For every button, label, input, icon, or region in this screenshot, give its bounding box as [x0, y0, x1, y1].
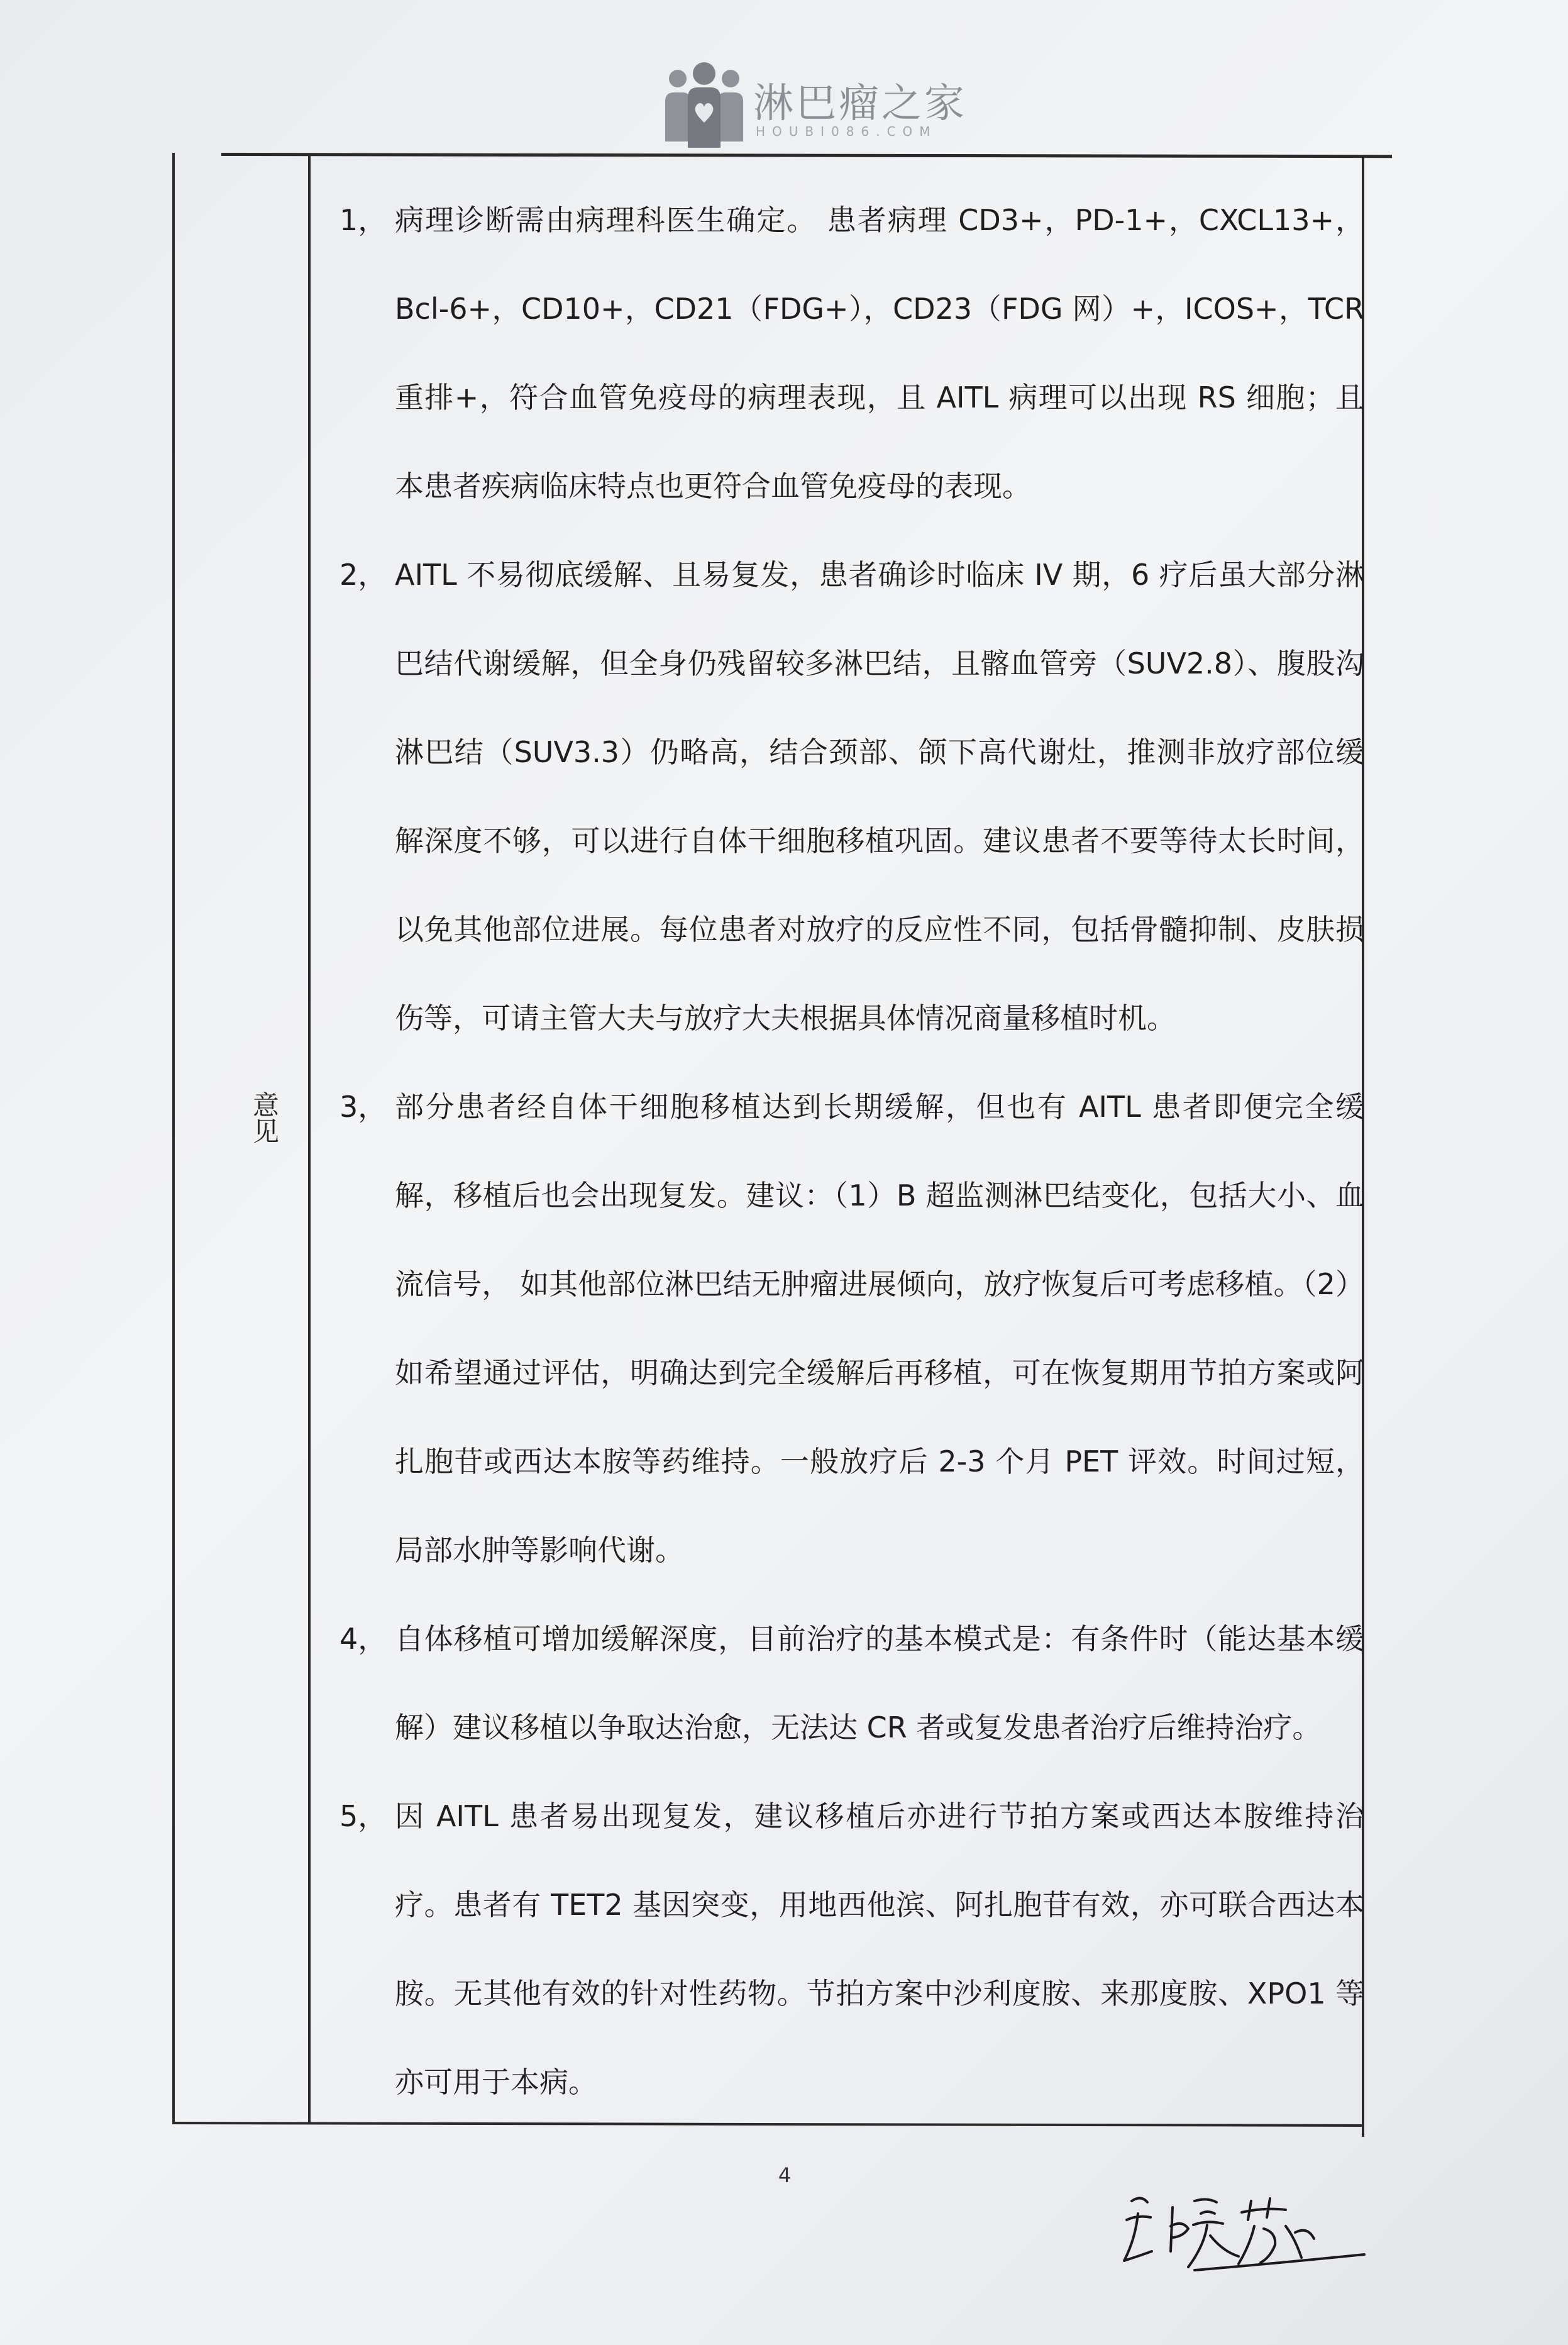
family-icon	[660, 60, 748, 154]
table-top-border	[221, 153, 1392, 158]
opinion-label: 意见	[249, 1091, 280, 1144]
table-left-border	[172, 153, 175, 2124]
opinion-item-1	[340, 176, 1364, 531]
item-text: 部分患者经自体干细胞移植达到长期缓解，但也有 AITL 患者即便完全缓解，移植后也会出现复发。建议：（1）B 超监测淋巴结变化，包括大小、血流信号， 如其他部位淋巴结无肿瘤进展倾向，放疗恢复后可考虑移植。（2）如希望通过评估，明确达到完全缓解后再移植，可在恢复期用节拍方案或阿扎胞苷或西达本胺等药维持。一般放疗后 2-3 个月 PET 评效。时间过短，局部水肿等影响代谢。	[395, 1090, 1364, 1567]
item-number: 2，	[340, 558, 387, 592]
item-number: 4，	[340, 1622, 387, 1656]
item-text: 自体移植可增加缓解深度，目前治疗的基本模式是：有条件时（能达基本缓解）建议移植以争取达治愈，无法达 CR 者或复发患者治疗后维持治疗。	[395, 1622, 1364, 1744]
handwritten-signature	[1113, 2176, 1377, 2283]
item-number: 1，	[340, 203, 387, 237]
item-number: 3，	[340, 1090, 387, 1124]
page-number: 4	[778, 2163, 792, 2187]
opinion-item-3	[340, 1063, 1364, 1595]
opinion-item-2	[340, 531, 1364, 1063]
item-text: 因 AITL 患者易出现复发，建议移植后亦进行节拍方案或西达本胺维持治疗。患者有 TET2 基因突变，用地西他滨、阿扎胞苷有效，亦可联合西达本胺。无其他有效的针对性药物。节拍方案中沙利度胺、来那度胺、XPO1 等亦可用于本病。	[395, 1799, 1364, 2099]
opinion-content	[340, 176, 1364, 2127]
table-column-divider	[308, 154, 311, 2122]
item-number: 5，	[340, 1799, 387, 1833]
watermark-logo	[660, 60, 967, 154]
item-text: 病理诊断需由病理科医生确定。 患者病理 CD3+，PD-1+，CXCL13+，Bcl-6+，CD10+，CD21（FDG+），CD23（FDG 网）+，ICOS+，TCR 重排+，符合血管免疫母的病理表现，且 AITL 病理可以出现 RS 细胞；且本患者疾病临床特点也更符合血管免疫母的表现。	[395, 203, 1364, 503]
opinion-item-5	[340, 1772, 1364, 2127]
logo-url: HOUBI086.COM	[756, 124, 937, 139]
opinion-item-4	[340, 1595, 1364, 1772]
item-text: AITL 不易彻底缓解、且易复发，患者确诊时临床 IV 期，6 疗后虽大部分淋巴结代谢缓解，但全身仍残留较多淋巴结，且髂血管旁（SUV2.8）、腹股沟淋巴结（SUV3.3）仍略高，结合颈部、颌下高代谢灶，推测非放疗部位缓解深度不够，可以进行自体干细胞移植巩固。建议患者不要等待太长时间，以免其他部位进展。每位患者对放疗的反应性不同，包括骨髓抑制、皮肤损伤等，可请主管大夫与放疗大夫根据具体情况商量移植时机。	[395, 558, 1364, 1035]
logo-title: 淋巴瘤之家	[753, 80, 967, 127]
